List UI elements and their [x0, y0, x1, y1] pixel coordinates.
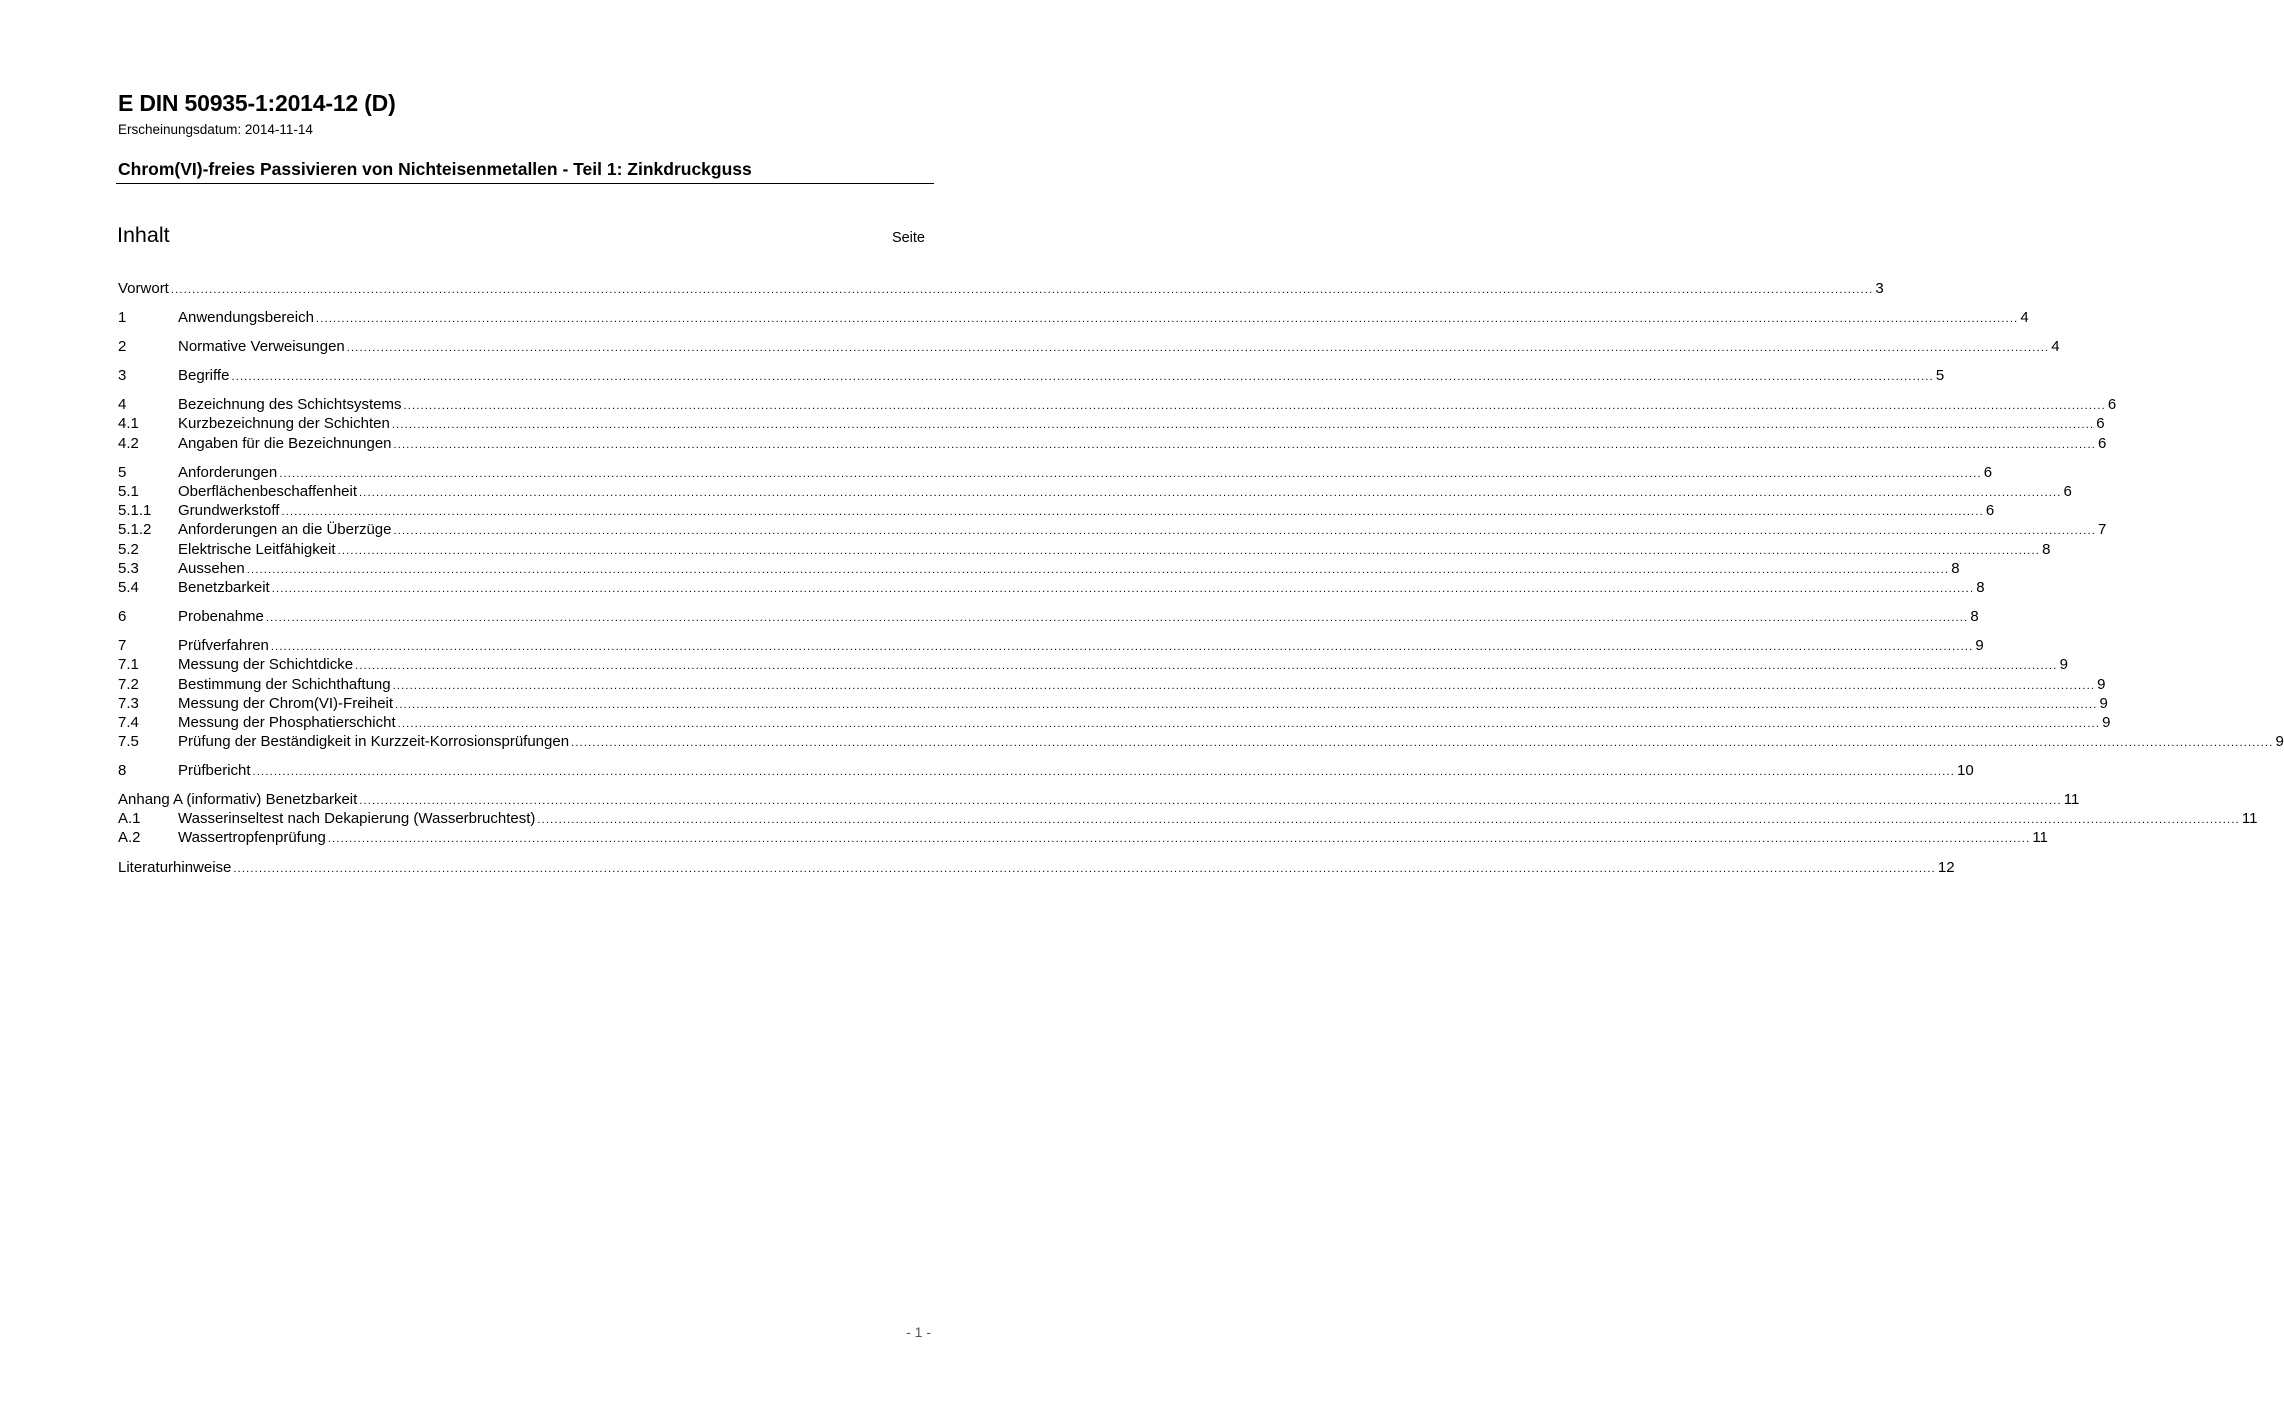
toc-entry-number: 6: [118, 608, 127, 625]
toc-dot-leader: ................................................................................................................................................................................................................................................................................................................................................................................................................: [252, 766, 1956, 778]
toc-dot-leader: ................................................................................................................................................................................................................................................................................................................................................................................................................: [233, 863, 1936, 875]
toc-entry-title: Aussehen: [178, 560, 245, 577]
toc-entry-page: 8: [1970, 608, 1979, 625]
toc-entry-title: Benetzbarkeit: [178, 579, 270, 596]
toc-entry-number: 4.2: [118, 435, 139, 452]
toc-entry[interactable]: [118, 395, 2117, 414]
toc-entry[interactable]: [118, 732, 2284, 751]
toc-entry-page: 9: [2099, 695, 2108, 712]
toc-entry-page: 9: [2275, 733, 2284, 750]
toc-dot-leader: ................................................................................................................................................................................................................................................................................................................................................................................................................: [359, 795, 2062, 807]
toc-entry-number: 7: [118, 637, 127, 654]
toc-entry-page: 9: [2059, 656, 2068, 673]
toc-entry-number: 3: [118, 367, 127, 384]
toc-entry-page: 9: [2102, 714, 2111, 731]
toc-entry-page: 3: [1875, 280, 1884, 297]
toc-entry-number: 4.1: [118, 415, 139, 432]
toc-entry-page: 6: [1983, 464, 1993, 481]
toc-entry-page: 11: [2241, 810, 2258, 827]
toc-dot-leader: ................................................................................................................................................................................................................................................................................................................................................................................................................: [315, 313, 2019, 325]
toc-entry[interactable]: [118, 790, 2080, 809]
toc-entry-number: 5.1: [118, 483, 139, 500]
toc-entry-page: 11: [2063, 791, 2080, 808]
toc-dot-leader: ................................................................................................................................................................................................................................................................................................................................................................................................................: [271, 583, 1975, 595]
toc-entry-title: Normative Verweisungen: [178, 338, 345, 355]
toc-entry-title: Grundwerkstoff: [178, 502, 280, 519]
toc-entry-number: 5.3: [118, 560, 139, 577]
toc-entry[interactable]: [118, 279, 1884, 298]
toc-entry-title: Elektrische Leitfähigkeit: [178, 541, 336, 558]
toc-entry-page: 8: [2042, 541, 2051, 558]
toc-entry-title: Vorwort: [118, 280, 169, 297]
toc-dot-leader: ................................................................................................................................................................................................................................................................................................................................................................................................................: [346, 342, 2050, 354]
toc-entry[interactable]: [118, 607, 1979, 626]
document-title: E DIN 50935-1:2014-12 (D): [118, 90, 396, 116]
toc-dot-leader: ................................................................................................................................................................................................................................................................................................................................................................................................................: [327, 833, 2031, 845]
toc-dot-leader: ................................................................................................................................................................................................................................................................................................................................................................................................................: [393, 525, 2096, 537]
toc-entry-number: 7.4: [118, 714, 139, 731]
toc-entry[interactable]: [118, 858, 1955, 877]
toc-dot-leader: ................................................................................................................................................................................................................................................................................................................................................................................................................: [391, 419, 2095, 431]
toc-entry-title: Anforderungen: [178, 464, 278, 481]
toc-entry[interactable]: [118, 308, 2029, 327]
toc-dot-leader: ................................................................................................................................................................................................................................................................................................................................................................................................................: [231, 371, 1934, 383]
toc-entry-page: 4: [2051, 338, 2060, 355]
toc-dot-leader: ................................................................................................................................................................................................................................................................................................................................................................................................................: [395, 699, 2098, 711]
toc-page-column-label: Seite: [891, 230, 925, 246]
toc-entry-number: 5.1.1: [118, 502, 152, 519]
toc-dot-leader: ................................................................................................................................................................................................................................................................................................................................................................................................................: [392, 680, 2096, 692]
toc-entry-page: 12: [1937, 859, 1955, 876]
toc-entry-page: 8: [1976, 579, 1985, 596]
toc-entry-title: Prüfverfahren: [178, 637, 269, 654]
title-divider: [116, 183, 934, 184]
toc-entry[interactable]: [118, 366, 1945, 385]
toc-entry[interactable]: [118, 655, 2068, 674]
toc-entry[interactable]: [118, 694, 2108, 713]
toc-dot-leader: ................................................................................................................................................................................................................................................................................................................................................................................................................: [170, 284, 1874, 296]
toc-entry-number: 7.2: [118, 676, 139, 693]
toc-entry[interactable]: [118, 713, 2111, 732]
toc-entry-number: 5.2: [118, 541, 139, 558]
toc-entry-number: 1: [118, 309, 127, 326]
toc-dot-leader: ................................................................................................................................................................................................................................................................................................................................................................................................................: [355, 660, 2058, 672]
toc-entry[interactable]: [118, 675, 2106, 694]
toc-dot-leader: ................................................................................................................................................................................................................................................................................................................................................................................................................: [403, 400, 2106, 412]
toc-dot-leader: ................................................................................................................................................................................................................................................................................................................................................................................................................: [270, 641, 1974, 653]
toc-entry[interactable]: [118, 501, 1995, 520]
toc-entry-title: Anwendungsbereich: [178, 309, 314, 326]
toc-entry-title: Literaturhinweise: [118, 859, 232, 876]
toc-entry-title: Anforderungen an die Überzüge: [178, 521, 392, 538]
toc-entry-page: 8: [1951, 560, 1960, 577]
toc-entry-page: 6: [2107, 396, 2117, 413]
toc-dot-leader: ................................................................................................................................................................................................................................................................................................................................................................................................................: [393, 439, 2096, 451]
toc-entry-page: 6: [1985, 502, 1995, 519]
toc-entry-title: Wasserinseltest nach Dekapierung (Wasserbruchtest): [178, 810, 536, 827]
toc-heading: Inhalt: [117, 223, 170, 247]
toc-dot-leader: ................................................................................................................................................................................................................................................................................................................................................................................................................: [571, 737, 2274, 749]
toc-entry-number: 2: [118, 338, 127, 355]
toc-entry-title: Oberflächenbeschaffenheit: [178, 483, 358, 500]
toc-entry-title: Anhang A (informativ) Benetzbarkeit: [118, 791, 358, 808]
page-number: - 1 -: [906, 1324, 931, 1340]
toc-dot-leader: ................................................................................................................................................................................................................................................................................................................................................................................................................: [397, 718, 2101, 730]
toc-entry[interactable]: [118, 434, 2107, 453]
toc-entry[interactable]: [118, 482, 2072, 501]
toc-entry-page: 7: [2097, 521, 2107, 538]
toc-entry-page: 11: [2032, 829, 2048, 846]
toc-entry-title: Prüfung der Beständigkeit in Kurzzeit-Korrosionsprüfungen: [178, 733, 570, 750]
toc-entry-title: Kurzbezeichnung der Schichten: [178, 415, 390, 432]
toc-entry-number: 5.1.2: [118, 521, 152, 538]
toc-entry[interactable]: [118, 540, 2051, 559]
toc-dot-leader: ................................................................................................................................................................................................................................................................................................................................................................................................................: [537, 814, 2240, 826]
toc-dot-leader: ................................................................................................................................................................................................................................................................................................................................................................................................................: [265, 612, 1969, 624]
toc-entry-title: Angaben für die Bezeichnungen: [178, 435, 392, 452]
toc-entry-number: 7.3: [118, 695, 139, 712]
toc-entry-number: A.1: [118, 810, 141, 827]
toc-entry[interactable]: [118, 761, 1974, 780]
toc-entry-title: Prüfbericht: [178, 762, 251, 779]
toc-entry-number: 4: [118, 396, 127, 413]
toc-entry-page: 6: [2063, 483, 2072, 500]
toc-entry-title: Messung der Phosphatierschicht: [178, 714, 396, 731]
toc-dot-leader: ................................................................................................................................................................................................................................................................................................................................................................................................................: [281, 506, 1984, 518]
toc-entry[interactable]: [118, 559, 1960, 578]
toc-entry-number: 7.1: [118, 656, 139, 673]
document-subtitle: Chrom(VI)-freies Passivieren von Nichteisenmetallen - Teil 1: Zinkdruckguss: [118, 159, 752, 179]
toc-entry[interactable]: [118, 828, 2048, 847]
toc-dot-leader: ................................................................................................................................................................................................................................................................................................................................................................................................................: [279, 468, 1982, 480]
toc-entry-page: 10: [1957, 762, 1974, 779]
toc-entry-title: Messung der Chrom(VI)-Freiheit: [178, 695, 394, 712]
toc-entry-number: 5.4: [118, 579, 139, 596]
toc-dot-leader: ................................................................................................................................................................................................................................................................................................................................................................................................................: [359, 487, 2062, 499]
toc-entry[interactable]: [118, 578, 1985, 597]
toc-entry-number: 5: [118, 464, 127, 481]
toc-entry-page: 4: [2020, 309, 2029, 326]
toc-dot-leader: ................................................................................................................................................................................................................................................................................................................................................................................................................: [246, 564, 1950, 576]
toc-entry-number: 7.5: [118, 733, 139, 750]
toc-entry[interactable]: [118, 520, 2107, 539]
toc-entry[interactable]: [118, 636, 1984, 655]
toc-entry[interactable]: [118, 809, 2258, 828]
toc-entry-page: 6: [2097, 435, 2107, 452]
toc-entry-title: Messung der Schichtdicke: [178, 656, 354, 673]
toc-entry-number: A.2: [118, 829, 141, 846]
toc-entry-title: Wassertropfenprüfung: [178, 829, 326, 846]
toc-entry[interactable]: [118, 414, 2105, 433]
publication-date: Erscheinungsdatum: 2014-11-14: [118, 122, 313, 137]
toc-entry-page: 9: [2097, 676, 2106, 693]
toc-entry[interactable]: [118, 337, 2060, 356]
toc-dot-leader: ................................................................................................................................................................................................................................................................................................................................................................................................................: [337, 545, 2041, 557]
toc-entry-page: 6: [2096, 415, 2105, 432]
toc-entry-number: 8: [118, 762, 127, 779]
toc-entry-title: Bestimmung der Schichthaftung: [178, 676, 391, 693]
toc-entry-page: 9: [1975, 637, 1984, 654]
toc-entry-title: Probenahme: [178, 608, 264, 625]
toc-entry-title: Bezeichnung des Schichtsystems: [178, 396, 402, 413]
toc-entry-page: 5: [1935, 367, 1945, 384]
toc-entry-title: Begriffe: [178, 367, 230, 384]
toc-entry[interactable]: [118, 463, 1993, 482]
